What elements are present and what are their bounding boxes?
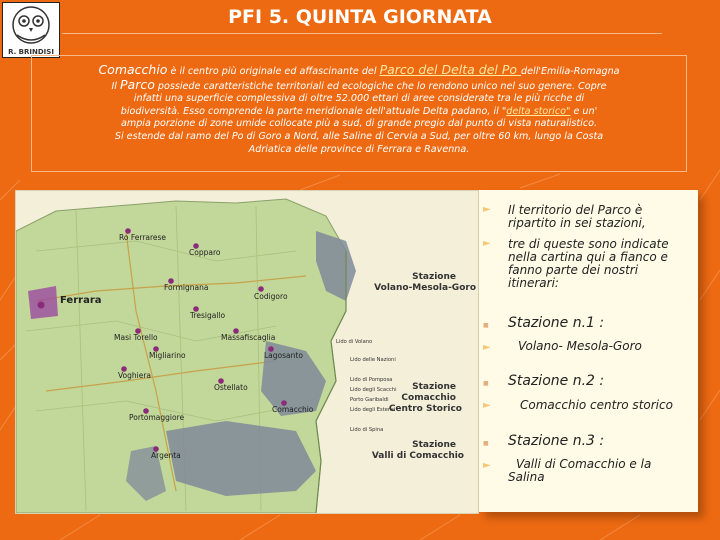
lido-label: Lido di Volano [336, 339, 373, 345]
bullet-arrow-icon: ► [483, 400, 491, 411]
town-label: Lagosanto [264, 351, 303, 360]
bullet-arrow-icon: ► [483, 342, 491, 353]
panel-text: fanno parte dei nostri [508, 263, 639, 277]
bullet-arrow-icon: ► [483, 238, 491, 249]
station-valli-area [166, 421, 316, 496]
intro-keyword-comacchio: Comacchio [98, 62, 168, 77]
station-2-sublabel: Comacchio [401, 393, 456, 403]
intro-text: Adriatica delle province di Ferrara e Ravenna. [248, 143, 470, 155]
bullet-square-icon: ■ [483, 440, 489, 447]
parco-delta-link[interactable]: Parco del Delta del Po [379, 62, 522, 77]
bullet-arrow-icon: ► [483, 460, 491, 471]
lido-label: Porto Garibaldi [350, 397, 389, 403]
station-2-desc: Comacchio centro storico [520, 398, 673, 412]
intro-text: infatti una superficie complessiva di oltre 52.000 ettari di aree considerate tra le più ricche di [133, 93, 585, 105]
town-label: Masi Torello [114, 333, 158, 342]
park-map [15, 190, 479, 514]
town-label: Migliarino [149, 351, 186, 360]
town-label: Formignana [164, 283, 209, 292]
bullet-square-icon: ■ [483, 380, 489, 387]
panel-text: itinerari: [508, 276, 559, 290]
lido-label: Lido degli Scacchi [350, 387, 397, 393]
town-label: Massafiscaglia [221, 333, 276, 342]
town-label: Voghiera [118, 371, 152, 380]
intro-text: possiede caratteristiche territoriali ed ecologiche che lo rendono unico nel suo genere. Copre [154, 80, 607, 92]
info-panel [479, 190, 698, 512]
panel-text: nella cartina qui a fianco e [508, 250, 668, 264]
station-3-desc [508, 458, 692, 484]
lido-label: Lido di Spina [350, 427, 384, 433]
station-3-title: Stazione n.3 : [508, 433, 605, 449]
station-3-sublabel: Valli di Comacchio [371, 451, 464, 461]
panel-paragraph-2 [508, 238, 692, 290]
panel-text: tre di queste sono indicate [508, 237, 669, 251]
panel-text: Salina [508, 470, 545, 484]
intro-text: ampia porzione di zone umide collocate più a sud, di grande pregio dal punto di vista naturalistico. [120, 118, 598, 130]
station-1-sublabel: Volano-Mesola-Goro [374, 283, 476, 293]
lido-label: Lido degli Estensi [350, 407, 396, 413]
town-label: Ro Ferrarese [119, 233, 167, 242]
station-1-label: Stazione [412, 272, 456, 282]
station-3-label: Stazione [412, 440, 456, 450]
intro-text: e un' [570, 105, 598, 117]
intro-keyword-parco: Parco [120, 76, 155, 92]
slide-title: PFI 5. QUINTA GIORNATA [228, 6, 492, 28]
intro-text: biodiversità. Esso comprende la parte meridionale dell'attuale Delta padano, il " [120, 105, 507, 117]
town-label: Tresigallo [190, 311, 226, 320]
intro-text: è il centro più originale ed affascinante del [167, 66, 380, 77]
town-label: Copparo [189, 248, 221, 257]
town-label: Ferrara [60, 295, 102, 306]
intro-text: dell'Emilia-Romagna [521, 66, 620, 77]
intro-text: Si estende dal ramo del Po di Goro a Nord, alle Saline di Cervia a Sud, per oltre 60 km, lungo la Costa [114, 130, 604, 142]
station-2-title: Stazione n.2 : [508, 373, 605, 389]
panel-text: ripartito in sei stazioni, [508, 216, 646, 230]
bullet-square-icon: ■ [483, 322, 489, 329]
map-drawing [16, 191, 478, 513]
panel-text: Il territorio del Parco è [508, 203, 643, 217]
intro-text: Il [111, 80, 120, 92]
lido-label: Lido di Pomposa [350, 377, 393, 383]
delta-storico-link[interactable]: delta storico" [506, 105, 571, 117]
bullet-arrow-icon: ► [483, 204, 491, 215]
title-divider [62, 33, 662, 34]
intro-box [31, 55, 687, 172]
station-1-title: Stazione n.1 : [508, 315, 605, 331]
panel-paragraph-1 [508, 204, 692, 230]
lido-label: Lido delle Nazioni [350, 357, 396, 363]
town-label: Ostellato [214, 383, 248, 392]
station-1-desc: Volano- Mesola-Goro [518, 339, 642, 353]
town-label: Codigoro [254, 292, 288, 301]
town-label: Portomaggiore [129, 413, 185, 422]
station-2-label: Stazione [412, 382, 456, 392]
panel-text: Valli di Comacchio e la [516, 457, 652, 471]
town-label: Argenta [151, 451, 181, 460]
station-2-sublabel: Centro Storico [388, 404, 462, 414]
logo-label: R. BRINDISI [8, 48, 54, 56]
town-label: Comacchio [272, 405, 314, 414]
